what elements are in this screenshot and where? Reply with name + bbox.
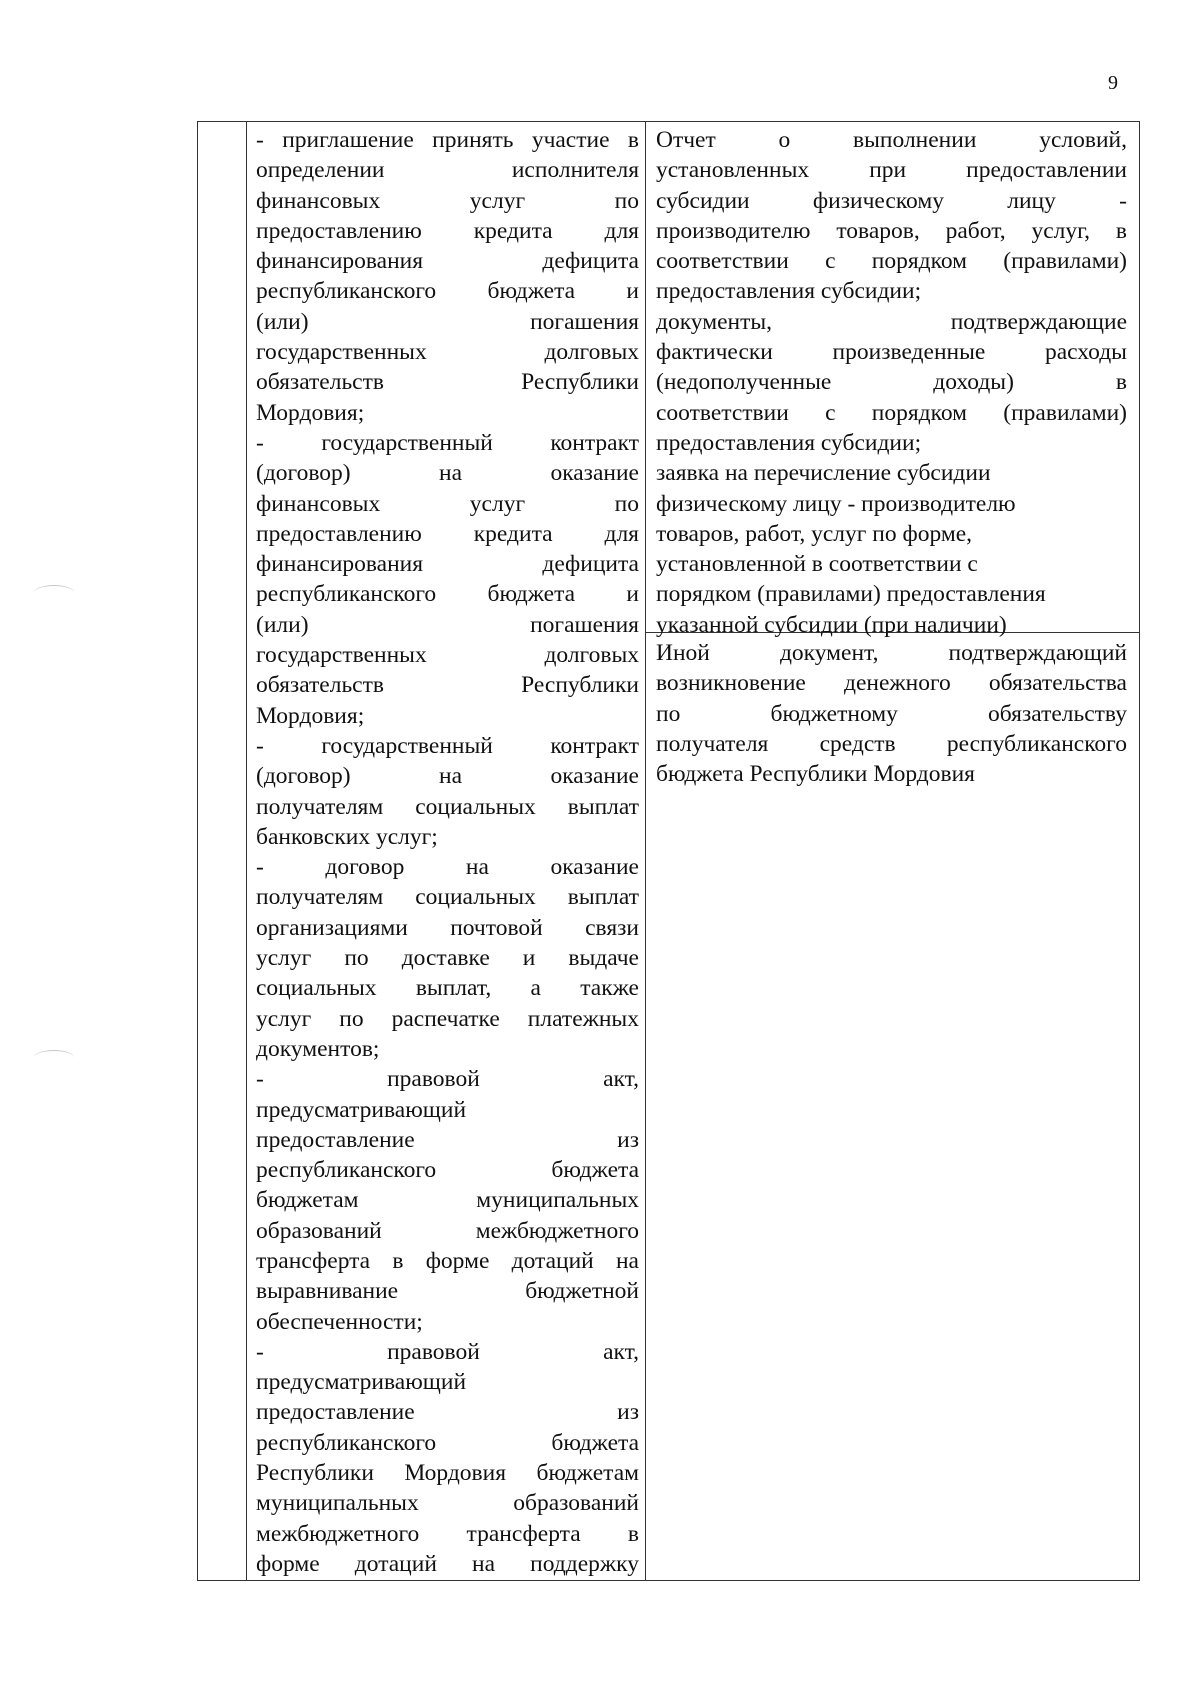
left-cell-word: выплат — [567, 793, 639, 820]
right-bottom-cell-text: бюджета Республики Мордовия — [656, 761, 975, 788]
right-top-cell-text: указанной субсидии (при наличии) — [656, 611, 1007, 638]
left-cell-word: бюджета — [551, 1429, 639, 1456]
left-cell-word: - — [256, 854, 264, 881]
right-top-cell-word: физическому — [812, 187, 944, 214]
left-cell-word: также — [580, 975, 639, 1002]
left-cell-word: Республики — [521, 672, 639, 699]
left-cell-line — [256, 337, 639, 367]
left-cell-line — [256, 125, 639, 155]
left-cell-word: распечатке — [391, 1005, 500, 1032]
left-cell-word: государственных — [256, 642, 427, 669]
left-cell-line — [256, 1276, 639, 1306]
left-cell-word: Республики — [521, 369, 639, 396]
right-top-cell-word: работ, — [945, 217, 1006, 244]
right-top-cell-text: заявка на перечисление субсидии — [656, 460, 991, 487]
left-cell-word: по — [339, 1005, 364, 1032]
left-cell-line — [256, 398, 639, 428]
right-top-cell-text: физическому лицу - производителю — [656, 490, 1016, 517]
left-cell-line — [256, 428, 639, 458]
left-cell-line — [256, 1216, 639, 1246]
left-cell-word: услуг — [256, 945, 312, 972]
left-cell-word: трансферта — [466, 1520, 581, 1547]
left-cell-word: муниципальных — [476, 1187, 639, 1214]
left-cell-word: услуг — [256, 1005, 312, 1032]
right-top-cell-text: предоставления субсидии; — [656, 278, 922, 305]
right-top-cell-line — [656, 489, 1127, 519]
left-cell-word: платежных — [527, 1005, 639, 1032]
left-cell-line — [256, 1155, 639, 1185]
left-cell-word: образований — [513, 1490, 639, 1517]
right-bottom-cell-word: средств — [819, 730, 896, 757]
left-cell-line — [256, 701, 639, 731]
left-cell-word: услуг — [469, 490, 526, 517]
column-divider-2 — [645, 122, 646, 1580]
right-top-cell-word: лицу — [1007, 187, 1056, 214]
right-top-cell-word: (недополученные — [656, 369, 832, 396]
left-cell-word: Мордовия — [404, 1460, 507, 1487]
left-cell-word: бюджета — [487, 278, 576, 305]
left-cell-word: (договор) — [256, 460, 351, 487]
right-top-cell-word: с — [825, 248, 836, 275]
right-top-cell-line — [656, 458, 1127, 488]
left-cell-word: бюджета — [551, 1157, 639, 1184]
right-bottom-cell-word: Иной — [656, 640, 710, 666]
left-cell-word: на — [472, 1550, 496, 1577]
left-cell-word: бюджетам — [536, 1460, 639, 1487]
left-cell-word: услуг — [469, 187, 526, 214]
right-bottom-cell-word: республиканского — [946, 730, 1127, 757]
left-cell-line — [256, 640, 639, 670]
left-cell-word: дефицита — [542, 248, 639, 275]
left-cell-word: бюджетам — [256, 1187, 359, 1214]
left-cell-word: долговых — [544, 339, 639, 366]
right-top-cell-word: подтверждающие — [950, 308, 1127, 335]
right-top-cell-line — [656, 549, 1127, 579]
left-cell-word: социальных — [256, 975, 377, 1002]
left-cell-word: - — [256, 429, 264, 456]
left-cell-line — [256, 1367, 639, 1397]
right-bottom-cell-word: обязательству — [988, 700, 1127, 727]
right-bottom-cell-text — [656, 638, 1127, 789]
left-cell-word: форме — [425, 1247, 490, 1274]
left-cell-line — [256, 579, 639, 609]
right-top-cell-word: фактически — [656, 339, 773, 366]
left-cell-word: правовой — [387, 1066, 480, 1093]
left-cell-word: (или) — [256, 611, 309, 638]
left-cell-line — [256, 216, 639, 246]
left-cell-word: оказание — [550, 763, 639, 790]
left-cell-word: государственных — [256, 339, 427, 366]
left-cell-word: - — [256, 127, 264, 153]
left-cell-word: республиканского — [256, 581, 437, 608]
right-top-cell-word: порядком — [871, 248, 968, 275]
left-cell-line — [256, 367, 639, 397]
right-top-cell-line — [656, 307, 1127, 337]
left-cell-word: погашения — [530, 611, 639, 638]
left-cell-word: финансирования — [256, 248, 424, 275]
right-top-cell-line — [656, 246, 1127, 276]
left-cell-line — [256, 1185, 639, 1215]
left-cell-word: принять — [432, 127, 514, 153]
left-cell-word: форме — [256, 1550, 320, 1577]
right-top-cell-line — [656, 216, 1127, 246]
left-cell-word: приглашение — [282, 127, 414, 153]
right-top-cell-word: товаров, — [836, 217, 920, 244]
right-bottom-cell-line — [656, 729, 1127, 759]
left-cell-text: предусматривающий — [256, 1369, 467, 1396]
left-cell-text: предусматривающий — [256, 1096, 467, 1123]
right-bottom-cell-word: возникновение — [656, 670, 806, 697]
right-bottom-cell-word: подтверждающий — [948, 640, 1127, 666]
left-cell-word: связи — [585, 914, 639, 941]
left-cell-word: - — [256, 1338, 264, 1365]
right-top-cell-line — [656, 155, 1127, 185]
left-cell-word: и — [626, 278, 639, 305]
left-cell-line — [256, 1246, 639, 1276]
left-cell-word: муниципальных — [256, 1490, 419, 1517]
left-cell-text — [256, 125, 639, 1579]
left-cell-word: социальных — [415, 793, 536, 820]
left-cell-text: Мордовия; — [256, 399, 365, 426]
right-bottom-cell-line — [656, 668, 1127, 698]
left-cell-word: и — [522, 945, 536, 972]
left-cell-line — [256, 519, 639, 549]
left-cell-line — [256, 913, 639, 943]
right-top-cell-word: условий, — [1039, 127, 1127, 153]
left-cell-line — [256, 186, 639, 216]
right-bottom-cell-word: получателя — [656, 730, 769, 757]
left-cell-word: республиканского — [256, 278, 437, 305]
left-cell-text: документов; — [256, 1035, 380, 1062]
left-cell-word: контракт — [550, 732, 639, 759]
left-cell-word: почтовой — [450, 914, 543, 941]
left-cell-line — [256, 276, 639, 306]
left-cell-word: кредита — [473, 520, 553, 547]
right-bottom-cell-line — [656, 638, 1127, 668]
left-cell-word: доставке — [401, 945, 490, 972]
left-cell-line — [256, 1125, 639, 1155]
left-cell-word: исполнителя — [511, 157, 639, 184]
left-cell-word: - — [256, 732, 264, 759]
right-top-cell-word: порядком — [871, 399, 968, 426]
left-cell-word: предоставлению — [256, 520, 422, 547]
left-cell-line — [256, 852, 639, 882]
right-top-cell-word: произведенные — [832, 339, 986, 366]
left-cell-word: социальных — [415, 884, 536, 911]
right-top-cell-line — [656, 519, 1127, 549]
right-top-cell-word: установленных — [656, 157, 810, 184]
right-top-cell-line — [656, 186, 1127, 216]
left-cell-line — [256, 1004, 639, 1034]
left-cell-word: предоставление — [256, 1126, 415, 1153]
right-top-cell-text: предоставления субсидии; — [656, 429, 922, 456]
left-cell-word: финансовых — [256, 490, 381, 517]
left-cell-line — [256, 670, 639, 700]
left-cell-word: республиканского — [256, 1429, 437, 1456]
left-cell-line — [256, 1337, 639, 1367]
right-top-cell-line — [656, 398, 1127, 428]
left-cell-line — [256, 1458, 639, 1488]
left-cell-word: получателям — [256, 793, 384, 820]
left-cell-word: акт, — [603, 1338, 639, 1365]
left-cell-line — [256, 1095, 639, 1125]
left-cell-word: контракт — [550, 429, 639, 456]
left-cell-word: выплат — [567, 884, 639, 911]
right-top-cell-word: с — [825, 399, 836, 426]
left-cell-word: акт, — [603, 1066, 639, 1093]
left-cell-word: образований — [256, 1217, 382, 1244]
left-cell-word: (договор) — [256, 763, 351, 790]
document-table — [197, 121, 1140, 1581]
left-cell-word: для — [604, 520, 639, 547]
left-cell-line — [256, 489, 639, 519]
right-top-cell-word: услуг, — [1031, 217, 1090, 244]
right-top-cell-line — [656, 428, 1127, 458]
left-cell-word: межбюджетного — [256, 1520, 420, 1547]
left-cell-word: обязательств — [256, 672, 384, 699]
left-cell-word: в — [627, 127, 639, 153]
right-bottom-cell-line — [656, 699, 1127, 729]
left-cell-word: по — [344, 945, 369, 972]
left-cell-line — [256, 792, 639, 822]
left-cell-word: финансовых — [256, 187, 381, 214]
left-cell-word: на — [439, 763, 463, 790]
right-top-cell-line — [656, 337, 1127, 367]
left-cell-word: а — [530, 975, 541, 1002]
left-cell-word: финансирования — [256, 551, 424, 578]
right-top-cell-text — [656, 125, 1127, 640]
left-cell-line — [256, 882, 639, 912]
left-cell-word: государственный — [321, 429, 493, 456]
left-cell-line — [256, 761, 639, 791]
right-top-cell-word: соответствии — [656, 248, 789, 275]
left-cell-word: поддержку — [530, 1550, 639, 1577]
right-top-cell-text: порядком (правилами) предоставления — [656, 581, 1046, 608]
left-cell-word: выдаче — [568, 945, 639, 972]
left-cell-word: получателям — [256, 884, 384, 911]
scan-mark-upper — [34, 585, 74, 600]
left-cell-line — [256, 610, 639, 640]
left-cell-word: договор — [325, 854, 405, 881]
left-cell-line — [256, 246, 639, 276]
right-top-cell-word: доходы) — [933, 369, 1014, 396]
right-top-cell-word: субсидии — [656, 187, 750, 214]
left-cell-text: обеспеченности; — [256, 1308, 423, 1335]
left-cell-word: оказание — [550, 854, 639, 881]
left-cell-line — [256, 307, 639, 337]
left-cell-word: выплат, — [415, 975, 492, 1002]
right-top-cell-word: выполнении — [853, 127, 977, 153]
left-cell-word: дотаций — [354, 1550, 437, 1577]
left-cell-line — [256, 731, 639, 761]
left-cell-word: определении — [256, 157, 385, 184]
right-top-cell-word: в — [1115, 217, 1127, 244]
left-cell-word: и — [626, 581, 639, 608]
left-cell-line — [256, 943, 639, 973]
left-cell-word: республиканского — [256, 1157, 437, 1184]
right-top-cell-word: соответствии — [656, 399, 789, 426]
left-cell-word: погашения — [530, 308, 639, 335]
left-cell-word: по — [614, 187, 639, 214]
left-cell-word: оказание — [550, 460, 639, 487]
right-top-cell-line — [656, 610, 1127, 640]
left-cell-word: участие — [531, 127, 610, 153]
left-cell-line — [256, 1064, 639, 1094]
right-bottom-cell-word: обязательства — [988, 670, 1127, 697]
right-bottom-cell-word: по — [656, 700, 681, 727]
left-cell-line — [256, 1519, 639, 1549]
right-top-cell-word: документы, — [656, 308, 773, 335]
left-cell-word: из — [617, 1399, 639, 1426]
left-cell-word: из — [617, 1126, 639, 1153]
left-cell-word: на — [465, 854, 489, 881]
scan-mark-lower — [34, 1050, 74, 1065]
right-top-cell-text: установленной в соответствии с — [656, 551, 978, 578]
right-top-cell-word: производителю — [656, 217, 811, 244]
left-cell-text: Мордовия; — [256, 702, 365, 729]
right-top-cell-line — [656, 276, 1127, 306]
left-cell-line — [256, 1397, 639, 1427]
left-cell-word: организациями — [256, 914, 408, 941]
left-cell-word: (или) — [256, 308, 309, 335]
right-bottom-cell-line — [656, 759, 1127, 789]
left-cell-word: правовой — [387, 1338, 480, 1365]
right-top-cell-word: предоставлении — [966, 157, 1127, 184]
page-number: 9 — [1108, 72, 1118, 94]
left-cell-text: банковских услуг; — [256, 823, 438, 850]
left-cell-word: трансферта — [256, 1247, 371, 1274]
left-cell-line — [256, 973, 639, 1003]
right-top-cell-line — [656, 367, 1127, 397]
left-cell-word: по — [614, 490, 639, 517]
left-cell-word: - — [256, 1066, 264, 1093]
right-bottom-cell-word: документ, — [779, 640, 879, 666]
left-cell-word: бюджета — [487, 581, 576, 608]
left-cell-line — [256, 549, 639, 579]
left-cell-line — [256, 1549, 639, 1579]
right-top-cell-word: (правилами) — [1003, 399, 1127, 426]
right-top-cell-word: при — [869, 157, 907, 184]
left-cell-line — [256, 458, 639, 488]
left-cell-word: Республики — [256, 1460, 374, 1487]
left-cell-word: выравнивание — [256, 1278, 399, 1305]
left-cell-word: государственный — [321, 732, 493, 759]
right-top-cell-word: в — [1115, 369, 1127, 396]
column-divider-1 — [246, 122, 247, 1580]
left-cell-word: обязательств — [256, 369, 384, 396]
left-cell-word: дефицита — [542, 551, 639, 578]
left-cell-word: бюджетной — [525, 1278, 639, 1305]
left-cell-word: на — [439, 460, 463, 487]
left-cell-line — [256, 155, 639, 185]
left-cell-word: на — [615, 1247, 639, 1274]
left-cell-word: кредита — [473, 217, 553, 244]
left-cell-line — [256, 822, 639, 852]
right-bottom-cell-word: бюджетному — [770, 700, 898, 727]
left-cell-line — [256, 1307, 639, 1337]
left-cell-word: дотаций — [511, 1247, 594, 1274]
left-cell-word: для — [604, 217, 639, 244]
left-cell-word: предоставлению — [256, 217, 422, 244]
left-cell-word: в — [627, 1520, 639, 1547]
right-bottom-cell-word: денежного — [843, 670, 951, 697]
left-cell-word: межбюджетного — [475, 1217, 639, 1244]
right-top-cell-word: (правилами) — [1003, 248, 1127, 275]
right-top-cell-word: Отчет — [656, 127, 716, 153]
left-cell-line — [256, 1034, 639, 1064]
left-cell-word: долговых — [544, 642, 639, 669]
right-top-cell-line — [656, 579, 1127, 609]
left-cell-word: предоставление — [256, 1399, 415, 1426]
right-top-cell-word: расходы — [1045, 339, 1127, 366]
right-top-cell-text: товаров, работ, услуг по форме, — [656, 520, 973, 547]
right-top-cell-word: о — [778, 127, 791, 153]
left-cell-line — [256, 1488, 639, 1518]
right-top-cell-word: - — [1119, 187, 1127, 214]
left-cell-word: в — [392, 1247, 404, 1274]
right-top-cell-line — [656, 125, 1127, 155]
left-cell-line — [256, 1428, 639, 1458]
